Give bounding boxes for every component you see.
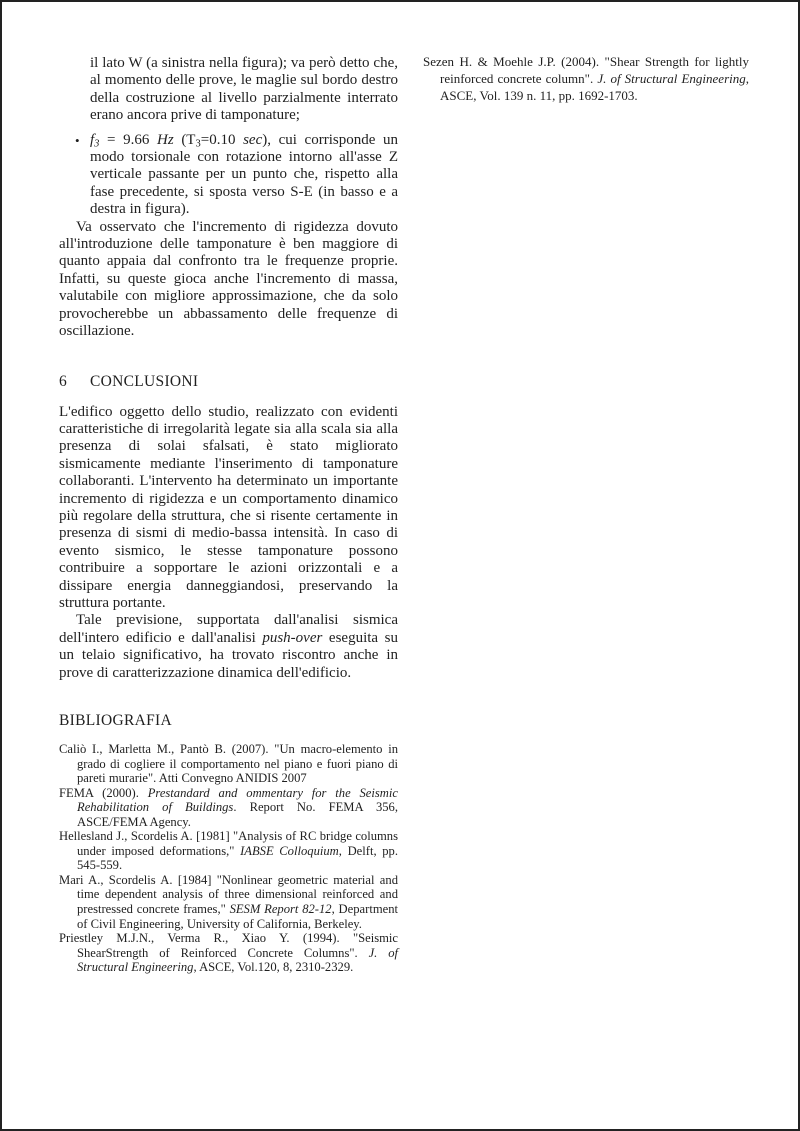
section-title: CONCLUSIONI (90, 372, 199, 390)
reference-entry: FEMA (2000). Prestandard and ommentary for the Seismic Rehabilitation of Buildings. Report No. FEMA 356, ASCE/FEMA Agency. (59, 785, 398, 829)
bullet-icon: • (75, 132, 80, 148)
list-item-text: il lato W (a sinistra nella figura); va però detto che, al momento delle prove, le maglie sul bordo destro della costruzione al livello parzialmente interrato erano ancora prive di tamponature; (90, 55, 398, 124)
left-column (59, 55, 398, 975)
bibliography-heading: BIBLIOGRAFIA (59, 712, 172, 729)
paragraph-conclusions-2: Tale previsione, supportata dall'analisi sismica dell'intero edificio e dall'analisi push-over eseguita su un telaio significativo, ha trovato riscontro anche in prove di caratterizzazione dinamica dell'edificio. (59, 612, 398, 681)
reference-list (59, 742, 398, 975)
list-item-f3 (59, 132, 398, 219)
reference-entry: Caliò I., Marletta M., Pantò B. (2007). "Un macro-elemento in grado di cogliere il comportamento nel piano e fuori piano di pareti murarie". Atti Convegno ANIDIS 2007 (59, 742, 398, 786)
section-heading (59, 373, 398, 391)
reference-entry: Mari A., Scordelis A. [1984] "Nonlinear geometric material and time dependent analysis of three dimensional reinforced and prestressed concrete frames," SESM Report 82-12, Department of Civil Engineering, University of California, Berkeley. (59, 872, 399, 931)
section-number: 6 (59, 372, 68, 390)
list-item-text: $f_3 = 9.66$ Hz ($T_3=0.10$ sec), cui corrisponde un modo torsionale con rotazione intorno all'asse Z verticale passante per un punto che, rispetto alla fase precedente, si sposta verso S-E (in basso e a destra in figura). (90, 131, 398, 218)
list-item-continuation (59, 55, 398, 125)
paragraph-rigidezza: Va osservato che l'incremento di rigidezza dovuto all'introduzione delle tamponature è ben maggiore di quanto appaia dal confronto tra le frequenze proprie. Infatti, su queste gioca anche l'incremento di massa, valutabile con migliore approssimazione, che da solo provocherebbe un abbassamento delle frequenze di oscillazione. (59, 218, 398, 340)
reference-entry: Priestley M.J.N., Verma R., Xiao Y. (1994). "Seismic ShearStrength of Reinforced Concrete Columns". J. of Structural Engineering, ASCE, Vol.120, 8, 2310-2329. (59, 931, 399, 975)
right-column (423, 53, 749, 105)
reference-entry: Sezen H. & Moehle J.P. (2004). "Shear Strength for lightly reinforced concrete column". J. of Structural Engineering, ASCE, Vol. 139 n. 11, pp. 1692-1703. (423, 54, 750, 104)
paragraph-conclusions-1: L'edifico oggetto dello studio, realizzato con evidenti caratteristiche di irregolarità legate sia alla scala sia alla presenza di solai sfalsati, è stato migliorato sismicamente mediante l'inserimento di tamponature collaboranti. L'intervento ha determinato un importante incremento di rigidezza e un comportamento dinamico più regolare della struttura, che si risente certamente in presenza di sismi di medio-bassa intensità. In caso di evento sismico, le stesse tamponature possono contribuire a sopportare le azioni orizzontali e a dissipare energia danneggiandosi, preservando la struttura portante. (59, 403, 398, 611)
reference-entry: Hellesland J., Scordelis A. [1981] "Analysis of RC bridge columns under imposed deformations," IABSE Colloquium, Delft, pp. 545-559. (59, 829, 398, 873)
